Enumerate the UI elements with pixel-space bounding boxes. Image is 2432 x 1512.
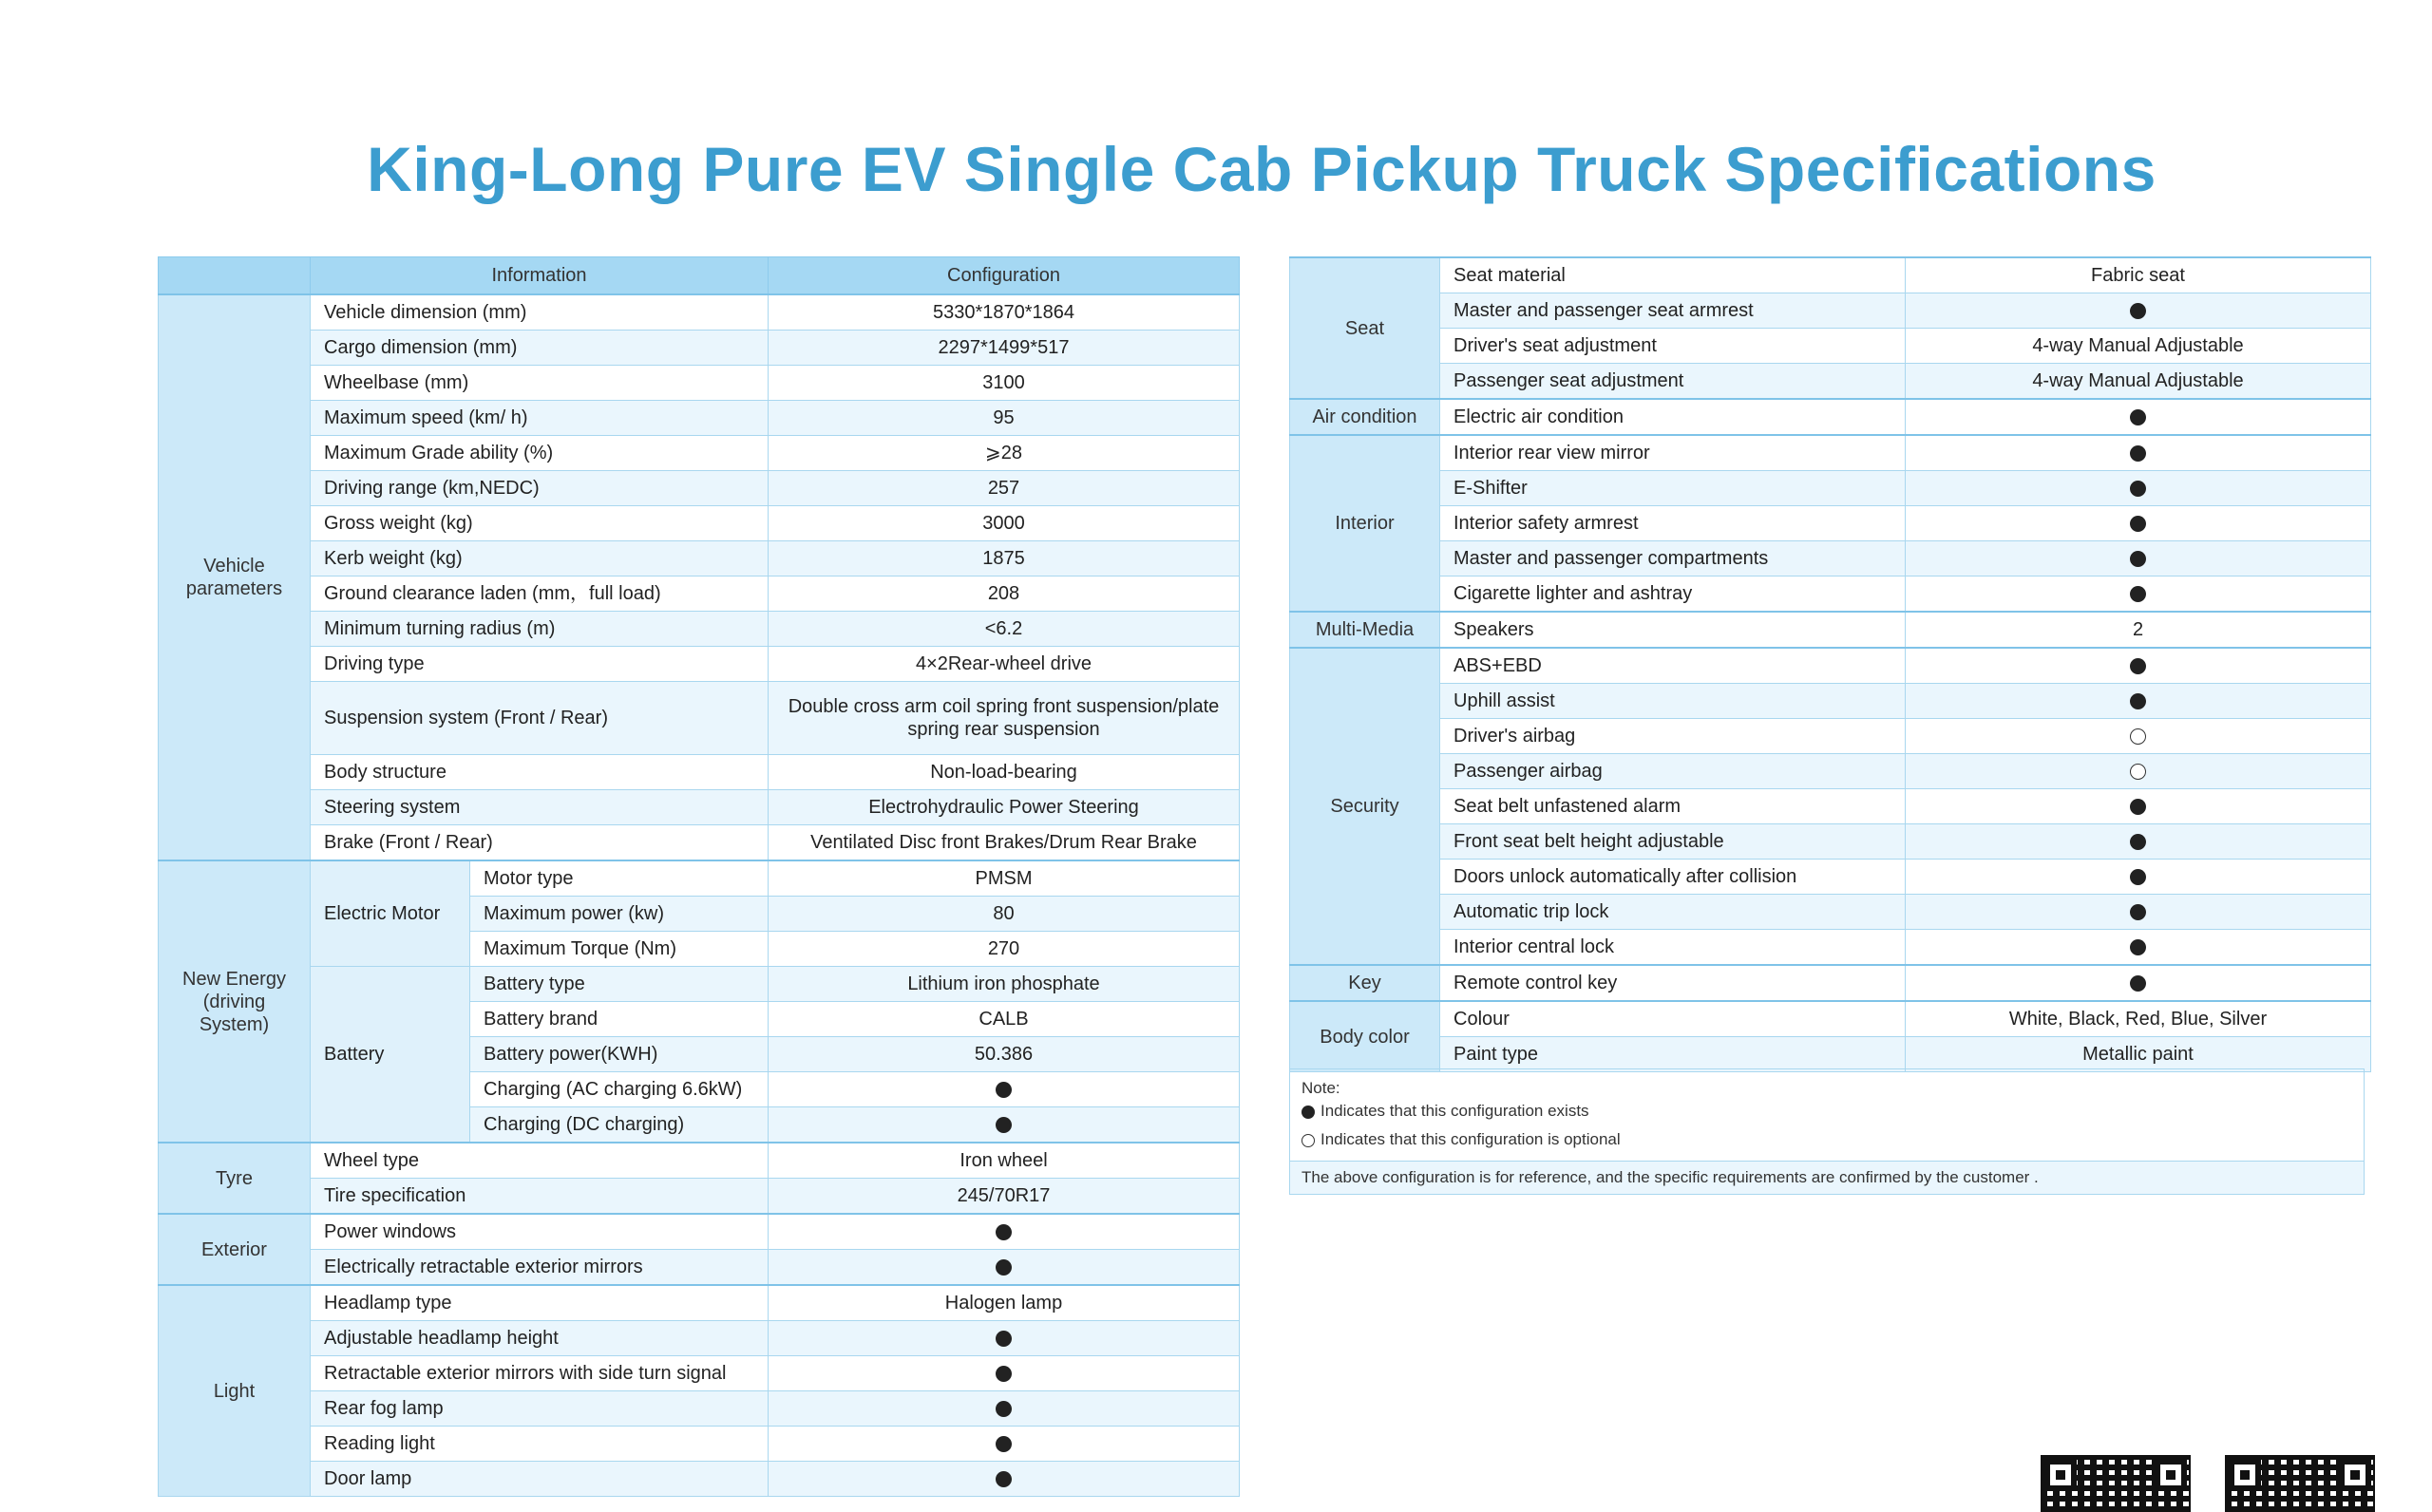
config-value — [769, 1072, 1240, 1107]
spec-label: Battery type — [470, 967, 769, 1002]
config-value: 257 — [769, 471, 1240, 506]
config-value: 95 — [769, 401, 1240, 436]
table-row — [159, 436, 1240, 471]
table-row — [159, 1427, 1240, 1462]
filled-circle-icon — [996, 1436, 1012, 1452]
config-value — [769, 1427, 1240, 1462]
spec-label: Vehicle dimension (mm) — [311, 294, 769, 331]
config-value: Halogen lamp — [769, 1285, 1240, 1321]
spec-label: E-Shifter — [1440, 471, 1906, 506]
spec-label: Interior safety armrest — [1440, 506, 1906, 541]
table-row — [1290, 824, 2371, 860]
config-value: 4×2Rear-wheel drive — [769, 647, 1240, 682]
filled-circle-icon — [2130, 975, 2146, 992]
table-row — [1290, 576, 2371, 613]
config-value: 4-way Manual Adjustable — [1906, 364, 2371, 400]
table-row — [159, 1321, 1240, 1356]
spec-label: Wheel type — [311, 1143, 769, 1179]
note-standard — [1302, 1102, 1589, 1121]
config-value — [769, 1107, 1240, 1143]
table-row — [1290, 965, 2371, 1001]
note-box — [1289, 1068, 2365, 1195]
category-vehicle_parameters: Vehicle parameters — [159, 294, 311, 860]
config-value: 270 — [769, 932, 1240, 967]
config-value: Ventilated Disc front Brakes/Drum Rear Brake — [769, 825, 1240, 861]
spec-label: Tire specification — [311, 1179, 769, 1215]
note-standard-text: Indicates that this configuration exists — [1320, 1102, 1589, 1120]
table-row — [159, 825, 1240, 861]
table-row — [159, 755, 1240, 790]
spec-label: Cigarette lighter and ashtray — [1440, 576, 1906, 613]
table-row — [159, 1356, 1240, 1391]
config-value: Lithium iron phosphate — [769, 967, 1240, 1002]
spec-label: Remote control key — [1440, 965, 1906, 1001]
table-row — [1290, 930, 2371, 966]
table-row — [159, 1179, 1240, 1215]
spec-label: Colour — [1440, 1001, 1906, 1037]
table-row — [1290, 684, 2371, 719]
spec-label: Gross weight (kg) — [311, 506, 769, 541]
filled-circle-icon — [2130, 551, 2146, 567]
spec-label: Wheelbase (mm) — [311, 366, 769, 401]
config-value: 4-way Manual Adjustable — [1906, 329, 2371, 364]
spec-label: Power windows — [311, 1214, 769, 1250]
config-value: 5330*1870*1864 — [769, 294, 1240, 331]
spec-label: Master and passenger compartments — [1440, 541, 1906, 576]
subcategory-battery: Battery — [311, 967, 470, 1143]
config-value: CALB — [769, 1002, 1240, 1037]
filled-circle-icon — [996, 1331, 1012, 1347]
config-value: 2297*1499*517 — [769, 331, 1240, 366]
config-value — [1906, 399, 2371, 435]
table-row — [159, 1391, 1240, 1427]
spec-label: Battery brand — [470, 1002, 769, 1037]
category-exterior: Exterior — [159, 1214, 311, 1285]
filled-circle-icon — [2130, 869, 2146, 885]
filled-circle-icon — [996, 1401, 1012, 1417]
table-row — [1290, 860, 2371, 895]
spec-label: Minimum turning radius (m) — [311, 612, 769, 647]
table-row — [1290, 364, 2371, 400]
table-row — [1290, 789, 2371, 824]
filled-circle-icon — [2130, 658, 2146, 674]
config-value: 208 — [769, 576, 1240, 612]
table-row — [1290, 293, 2371, 329]
qr-code-icon — [2225, 1455, 2375, 1512]
spec-label: Driving type — [311, 647, 769, 682]
spec-label: Brake (Front / Rear) — [311, 825, 769, 861]
hollow-circle-icon — [2130, 728, 2146, 745]
table-row — [1290, 612, 2371, 648]
config-value: 80 — [769, 897, 1240, 932]
spec-label: Maximum Torque (Nm) — [470, 932, 769, 967]
filled-circle-icon — [996, 1082, 1012, 1098]
category-multimedia: Multi-Media — [1290, 612, 1440, 648]
table-row — [159, 576, 1240, 612]
table-row — [159, 647, 1240, 682]
config-value: 50.386 — [769, 1037, 1240, 1072]
category-new-energy: New Energy (driving System) — [159, 860, 311, 1143]
spec-label: Automatic trip lock — [1440, 895, 1906, 930]
spec-label: Passenger airbag — [1440, 754, 1906, 789]
config-value — [1906, 895, 2371, 930]
spec-label: Speakers — [1440, 612, 1906, 648]
config-value — [1906, 789, 2371, 824]
filled-circle-icon — [2130, 799, 2146, 815]
filled-circle-icon — [996, 1259, 1012, 1276]
filled-circle-icon — [2130, 586, 2146, 602]
config-value — [769, 1214, 1240, 1250]
filled-circle-icon — [2130, 303, 2146, 319]
spec-label: Electric air condition — [1440, 399, 1906, 435]
spec-label: Charging (AC charging 6.6kW) — [470, 1072, 769, 1107]
config-value — [769, 1250, 1240, 1286]
table-row — [159, 967, 1240, 1002]
filled-circle-icon — [2130, 409, 2146, 425]
table-row — [159, 471, 1240, 506]
table-row — [159, 790, 1240, 825]
category-tyre: Tyre — [159, 1143, 311, 1214]
config-value: PMSM — [769, 860, 1240, 897]
spec-label: Ground clearance laden (mm，full load) — [311, 576, 769, 612]
config-value — [1906, 293, 2371, 329]
table-row — [159, 612, 1240, 647]
config-value — [1906, 648, 2371, 684]
table-row — [1290, 435, 2371, 471]
filled-circle-icon — [2130, 481, 2146, 497]
config-value — [1906, 824, 2371, 860]
page-title: King-Long Pure EV Single Cab Pickup Truck Specifications — [367, 134, 2156, 204]
table-row — [1290, 471, 2371, 506]
hollow-circle-icon — [2130, 764, 2146, 780]
table-row — [159, 1285, 1240, 1321]
filled-circle-icon — [996, 1366, 1012, 1382]
spec-label: Rear fog lamp — [311, 1391, 769, 1427]
spec-table-left — [158, 256, 1240, 1497]
table-row — [1290, 399, 2371, 435]
config-value — [1906, 471, 2371, 506]
spec-label: Paint type — [1440, 1037, 1906, 1072]
filled-circle-icon — [2130, 834, 2146, 850]
note-title: Note: — [1302, 1079, 1340, 1097]
header-blank — [159, 257, 311, 295]
table-row — [159, 506, 1240, 541]
config-value: 245/70R17 — [769, 1179, 1240, 1215]
config-value: 1875 — [769, 541, 1240, 576]
config-value: Non-load-bearing — [769, 755, 1240, 790]
spec-label: Front seat belt height adjustable — [1440, 824, 1906, 860]
table-row — [159, 294, 1240, 331]
table-row — [159, 682, 1240, 755]
config-value — [1906, 541, 2371, 576]
qr-code-icon — [2041, 1455, 2191, 1512]
category-body-color: Body color — [1290, 1001, 1440, 1072]
table-row — [159, 1250, 1240, 1286]
spec-label: Driver's seat adjustment — [1440, 329, 1906, 364]
table-row — [159, 1143, 1240, 1179]
spec-label: Maximum power (kw) — [470, 897, 769, 932]
config-value — [1906, 754, 2371, 789]
filled-circle-icon — [996, 1224, 1012, 1240]
hollow-circle-icon — [1302, 1134, 1315, 1147]
config-value — [769, 1321, 1240, 1356]
table-row — [1290, 895, 2371, 930]
config-value — [1906, 860, 2371, 895]
config-value — [1906, 719, 2371, 754]
table-row — [1290, 648, 2371, 684]
spec-label: Charging (DC charging) — [470, 1107, 769, 1143]
spec-label: Driving range (km,NEDC) — [311, 471, 769, 506]
category-key: Key — [1290, 965, 1440, 1001]
spec-label: Interior rear view mirror — [1440, 435, 1906, 471]
table-row — [1290, 257, 2371, 293]
filled-circle-icon — [2130, 939, 2146, 955]
spec-label: Motor type — [470, 860, 769, 897]
spec-label: Seat material — [1440, 257, 1906, 293]
filled-circle-icon — [996, 1471, 1012, 1487]
category-seat: Seat — [1290, 257, 1440, 399]
config-value: 2 — [1906, 612, 2371, 648]
table-row — [1290, 1001, 2371, 1037]
spec-label: ABS+EBD — [1440, 648, 1906, 684]
config-value — [769, 1462, 1240, 1497]
spec-label: Retractable exterior mirrors with side turn signal — [311, 1356, 769, 1391]
filled-circle-icon — [996, 1117, 1012, 1133]
table-row — [1290, 541, 2371, 576]
config-value: Metallic paint — [1906, 1037, 2371, 1072]
config-value — [1906, 930, 2371, 966]
spec-label: Reading light — [311, 1427, 769, 1462]
spec-label: Uphill assist — [1440, 684, 1906, 719]
config-value: ⩾28 — [769, 436, 1240, 471]
spec-label: Battery power(KWH) — [470, 1037, 769, 1072]
config-value — [769, 1391, 1240, 1427]
config-value — [1906, 435, 2371, 471]
spec-label: Headlamp type — [311, 1285, 769, 1321]
filled-circle-icon — [2130, 445, 2146, 462]
config-value — [1906, 576, 2371, 613]
filled-circle-icon — [2130, 904, 2146, 920]
config-value — [1906, 684, 2371, 719]
filled-circle-icon — [2130, 693, 2146, 709]
table-row — [159, 541, 1240, 576]
filled-circle-icon — [2130, 516, 2146, 532]
config-value — [769, 1356, 1240, 1391]
spec-label: Maximum Grade ability (%) — [311, 436, 769, 471]
config-value: Fabric seat — [1906, 257, 2371, 293]
table-row — [159, 1462, 1240, 1497]
table-row — [159, 366, 1240, 401]
spec-label: Electrically retractable exterior mirrors — [311, 1250, 769, 1286]
spec-label: Suspension system (Front / Rear) — [311, 682, 769, 755]
spec-label: Door lamp — [311, 1462, 769, 1497]
table-row — [159, 1214, 1240, 1250]
subcategory-motor: Electric Motor — [311, 860, 470, 967]
table-row — [159, 331, 1240, 366]
table-row — [159, 401, 1240, 436]
config-value: Electrohydraulic Power Steering — [769, 790, 1240, 825]
table-row — [1290, 719, 2371, 754]
category-air-condition: Air condition — [1290, 399, 1440, 435]
filled-circle-icon — [1302, 1106, 1315, 1119]
reference-note: The above configuration is for reference, and the specific requirements are confirmed by the customer . — [1290, 1161, 2364, 1194]
spec-label: Maximum speed (km/ h) — [311, 401, 769, 436]
category-light: Light — [159, 1285, 311, 1497]
spec-label: Seat belt unfastened alarm — [1440, 789, 1906, 824]
table-row — [159, 860, 1240, 897]
config-value — [1906, 965, 2371, 1001]
spec-label: Body structure — [311, 755, 769, 790]
config-value: 3000 — [769, 506, 1240, 541]
spec-label: Doors unlock automatically after collision — [1440, 860, 1906, 895]
note-optional-text: Indicates that this configuration is optional — [1320, 1130, 1621, 1148]
category-interior: Interior — [1290, 435, 1440, 612]
header-information: Information — [311, 257, 769, 295]
config-value — [1906, 506, 2371, 541]
spec-label: Kerb weight (kg) — [311, 541, 769, 576]
config-value: White, Black, Red, Blue, Silver — [1906, 1001, 2371, 1037]
spec-table-right — [1289, 256, 2371, 1072]
spec-label: Cargo dimension (mm) — [311, 331, 769, 366]
config-value: 3100 — [769, 366, 1240, 401]
category-security: Security — [1290, 648, 1440, 965]
table-row — [1290, 329, 2371, 364]
spec-label: Adjustable headlamp height — [311, 1321, 769, 1356]
spec-label: Master and passenger seat armrest — [1440, 293, 1906, 329]
spec-label: Steering system — [311, 790, 769, 825]
note-optional — [1302, 1130, 1621, 1149]
config-value: Double cross arm coil spring front suspension/plate spring rear suspension — [769, 682, 1240, 755]
table-row — [1290, 1037, 2371, 1072]
spec-label: Driver's airbag — [1440, 719, 1906, 754]
config-value: Iron wheel — [769, 1143, 1240, 1179]
spec-label: Interior central lock — [1440, 930, 1906, 966]
header-configuration: Configuration — [769, 257, 1240, 295]
table-row — [1290, 754, 2371, 789]
table-row — [1290, 506, 2371, 541]
spec-label: Passenger seat adjustment — [1440, 364, 1906, 400]
config-value: <6.2 — [769, 612, 1240, 647]
